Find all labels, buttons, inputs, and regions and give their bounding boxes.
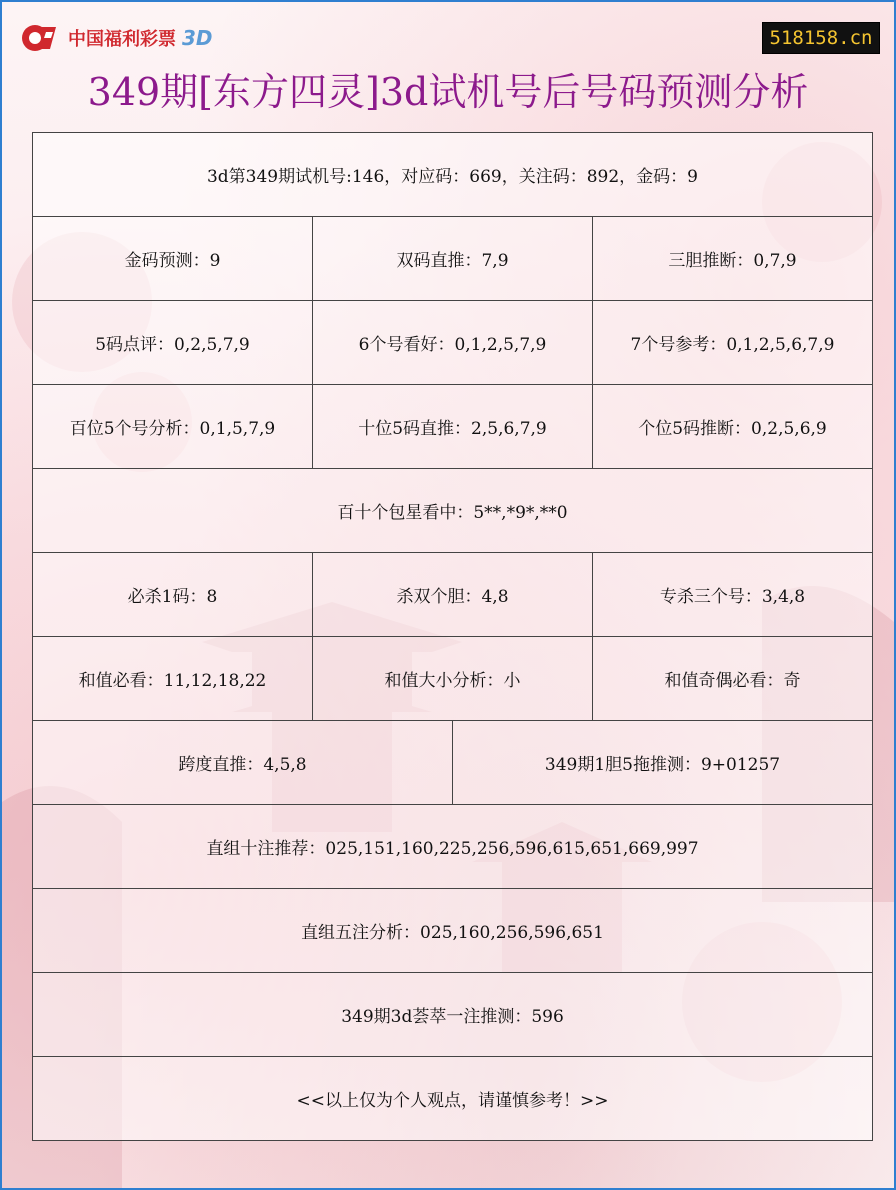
cwl-logo-icon — [20, 23, 64, 53]
seven-number-reference: 7个号参考：0,1,2,5,6,7,9 — [593, 301, 873, 385]
table-row — [33, 469, 873, 553]
kill-one-code: 必杀1码：8 — [33, 553, 313, 637]
prediction-table — [32, 132, 873, 1141]
five-code-review: 5码点评：0,2,5,7,9 — [33, 301, 313, 385]
table-row — [33, 385, 873, 469]
span-pick: 跨度直推：4,5,8 — [33, 721, 453, 805]
three-bankers-pick: 三胆推断：0,7,9 — [593, 217, 873, 301]
table-row — [33, 553, 873, 637]
logo-text: 中国福利彩票 — [68, 29, 176, 50]
test-number-summary: 3d第349期试机号:146，对应码：669，关注码：892，金码：9 — [33, 133, 873, 217]
table-row — [33, 973, 873, 1057]
page-title: 349期[东方四灵]3d试机号后号码预测分析 — [87, 70, 809, 114]
table-row — [33, 1057, 873, 1141]
double-code-pick: 双码直推：7,9 — [313, 217, 593, 301]
lottery-logo — [20, 22, 213, 54]
logo-3d-mark: 3D — [182, 26, 213, 50]
site-domain-badge[interactable]: 518158.cn — [762, 22, 880, 54]
table-row — [33, 889, 873, 973]
sum-parity-pick: 和值奇偶必看：奇 — [593, 637, 873, 721]
sum-size-analysis: 和值大小分析：小 — [313, 637, 593, 721]
table-row — [33, 301, 873, 385]
six-number-pick: 6个号看好：0,1,2,5,7,9 — [313, 301, 593, 385]
table-row — [33, 217, 873, 301]
golden-code-prediction: 金码预测：9 — [33, 217, 313, 301]
table-row — [33, 805, 873, 889]
table-row — [33, 637, 873, 721]
units-position-pick: 个位5码推断：0,2,5,6,9 — [593, 385, 873, 469]
hundreds-position-analysis: 百位5个号分析：0,1,5,7,9 — [33, 385, 313, 469]
table-row — [33, 133, 873, 217]
kill-three-numbers: 专杀三个号：3,4,8 — [593, 553, 873, 637]
table-row — [33, 721, 873, 805]
sum-values-pick: 和值必看：11,12,18,22 — [33, 637, 313, 721]
five-combo-analysis: 直组五注分析：025,160,256,596,651 — [33, 889, 873, 973]
single-bet-prediction: 349期3d荟萃一注推测：596 — [33, 973, 873, 1057]
kill-two-bankers: 杀双个胆：4,8 — [313, 553, 593, 637]
banker-drag-pick: 349期1胆5拖推测：9+01257 — [453, 721, 873, 805]
disclaimer: <<以上仅为个人观点，请谨慎参考！>> — [33, 1057, 873, 1141]
tens-position-pick: 十位5码直推：2,5,6,7,9 — [313, 385, 593, 469]
position-star-pick: 百十个包星看中：5**,*9*,**0 — [33, 469, 873, 553]
ten-combo-recommendation: 直组十注推荐：025,151,160,225,256,596,615,651,669,997 — [33, 805, 873, 889]
